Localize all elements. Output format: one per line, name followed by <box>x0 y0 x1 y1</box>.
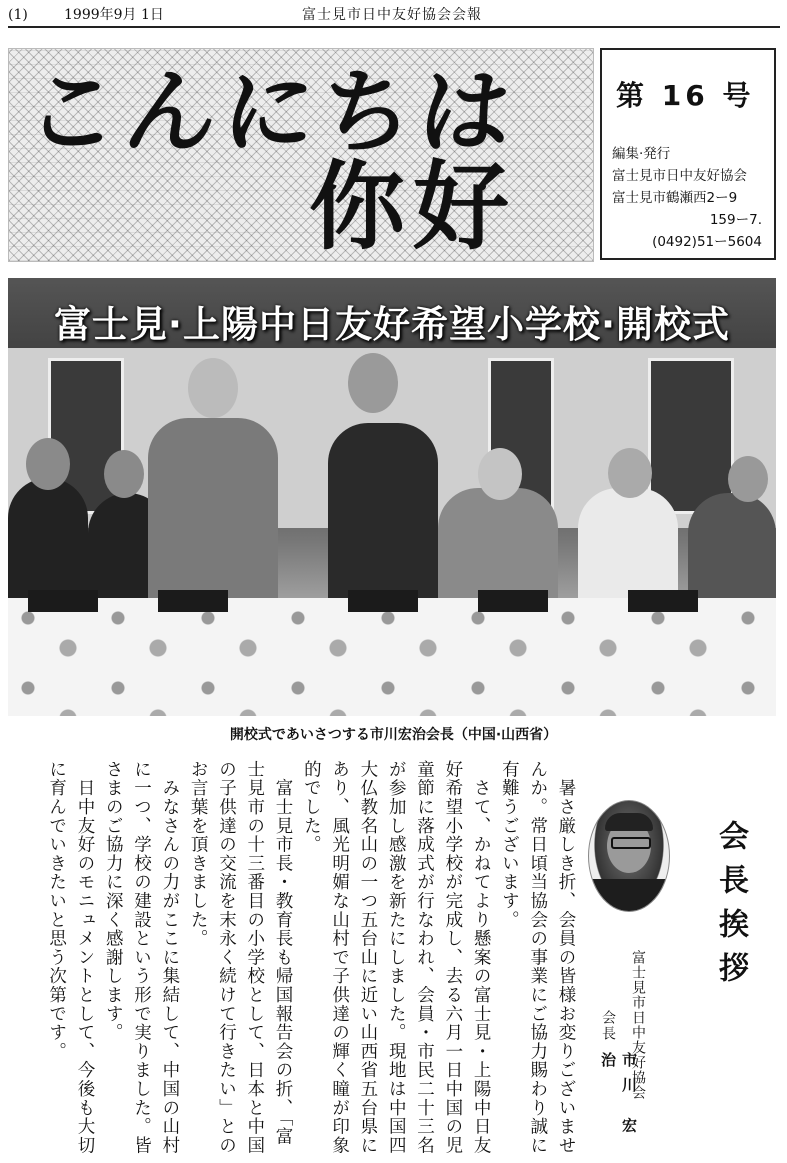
page-header <box>8 4 780 28</box>
greeting-body <box>10 760 580 1156</box>
greeting-paragraph: 暑さ厳しき折、会員の皆様お変りございませんか。常日頃当協会の事業にご協力賜わり誠に有難うございます。 <box>499 760 576 1155</box>
editor-label: 編集·発行 <box>612 146 671 162</box>
publisher-phone: (0492)51ー5604 <box>652 234 762 250</box>
issue-date: 1999年9月 1日 <box>64 7 164 23</box>
publication-name: 富士見市日中友好協会会報 <box>302 7 482 23</box>
section-title: 会長挨拶 <box>713 820 748 996</box>
greeting-paragraph: さて、かねてより懸案の富士見・上陽中日友好希望小学校が完成し、去る六月一日中国の児童節に落成式が行なわれ、会員・市民二十三名が参加し感激を新たにしました。現地は中国四大仏教名山の一つ五台山に近い山西省五台県にあり、風光明媚な山村で子供達の輝く瞳が印象的でした。 <box>301 760 492 1155</box>
ceremony-photo <box>8 278 776 716</box>
greeting-paragraph: 富士見市長・教育長も帰国報告会の折、「富士見市の十三番目の小学校として、日本と中国の子供達の交流を末永く続けて行きたい」とのお言葉を頂きました。 <box>188 760 294 1155</box>
greeting-paragraph: みなさんの力がここに集結して、中国の山村に一つ、学校の建設という形で実りました。皆さまのご協力に深く感謝します。 <box>103 760 180 1155</box>
photo-headline: 富士見·上陽中日友好希望小学校·開校式 <box>53 303 731 346</box>
page-number: (1) <box>8 7 28 23</box>
masthead-title <box>8 48 594 262</box>
author-organization: 富士見市日中友好協会 <box>630 950 646 1100</box>
publisher-address: 富士見市鶴瀬西2ー9 <box>612 190 738 206</box>
masthead-title-japanese: こんにちは <box>21 59 523 166</box>
issue-number: 第 16 号 <box>616 79 755 112</box>
photo-caption: 開校式であいさつする市川宏治会長（中国·山西省） <box>229 727 558 743</box>
issue-info-box <box>600 48 776 260</box>
chairman-portrait <box>588 800 670 912</box>
author-name: 市川 宏治 <box>599 1052 638 1143</box>
greeting-paragraph: 日中友好のモニュメントとして、今後も大切に育んでいきたいと思う次第です。 <box>46 760 95 1155</box>
author-role: 会長 <box>600 1010 616 1042</box>
publisher-address-2: 159ー7. <box>709 212 762 228</box>
publisher-org: 富士見市日中友好協会 <box>612 168 747 184</box>
masthead-title-chinese: 你好 <box>309 150 517 262</box>
